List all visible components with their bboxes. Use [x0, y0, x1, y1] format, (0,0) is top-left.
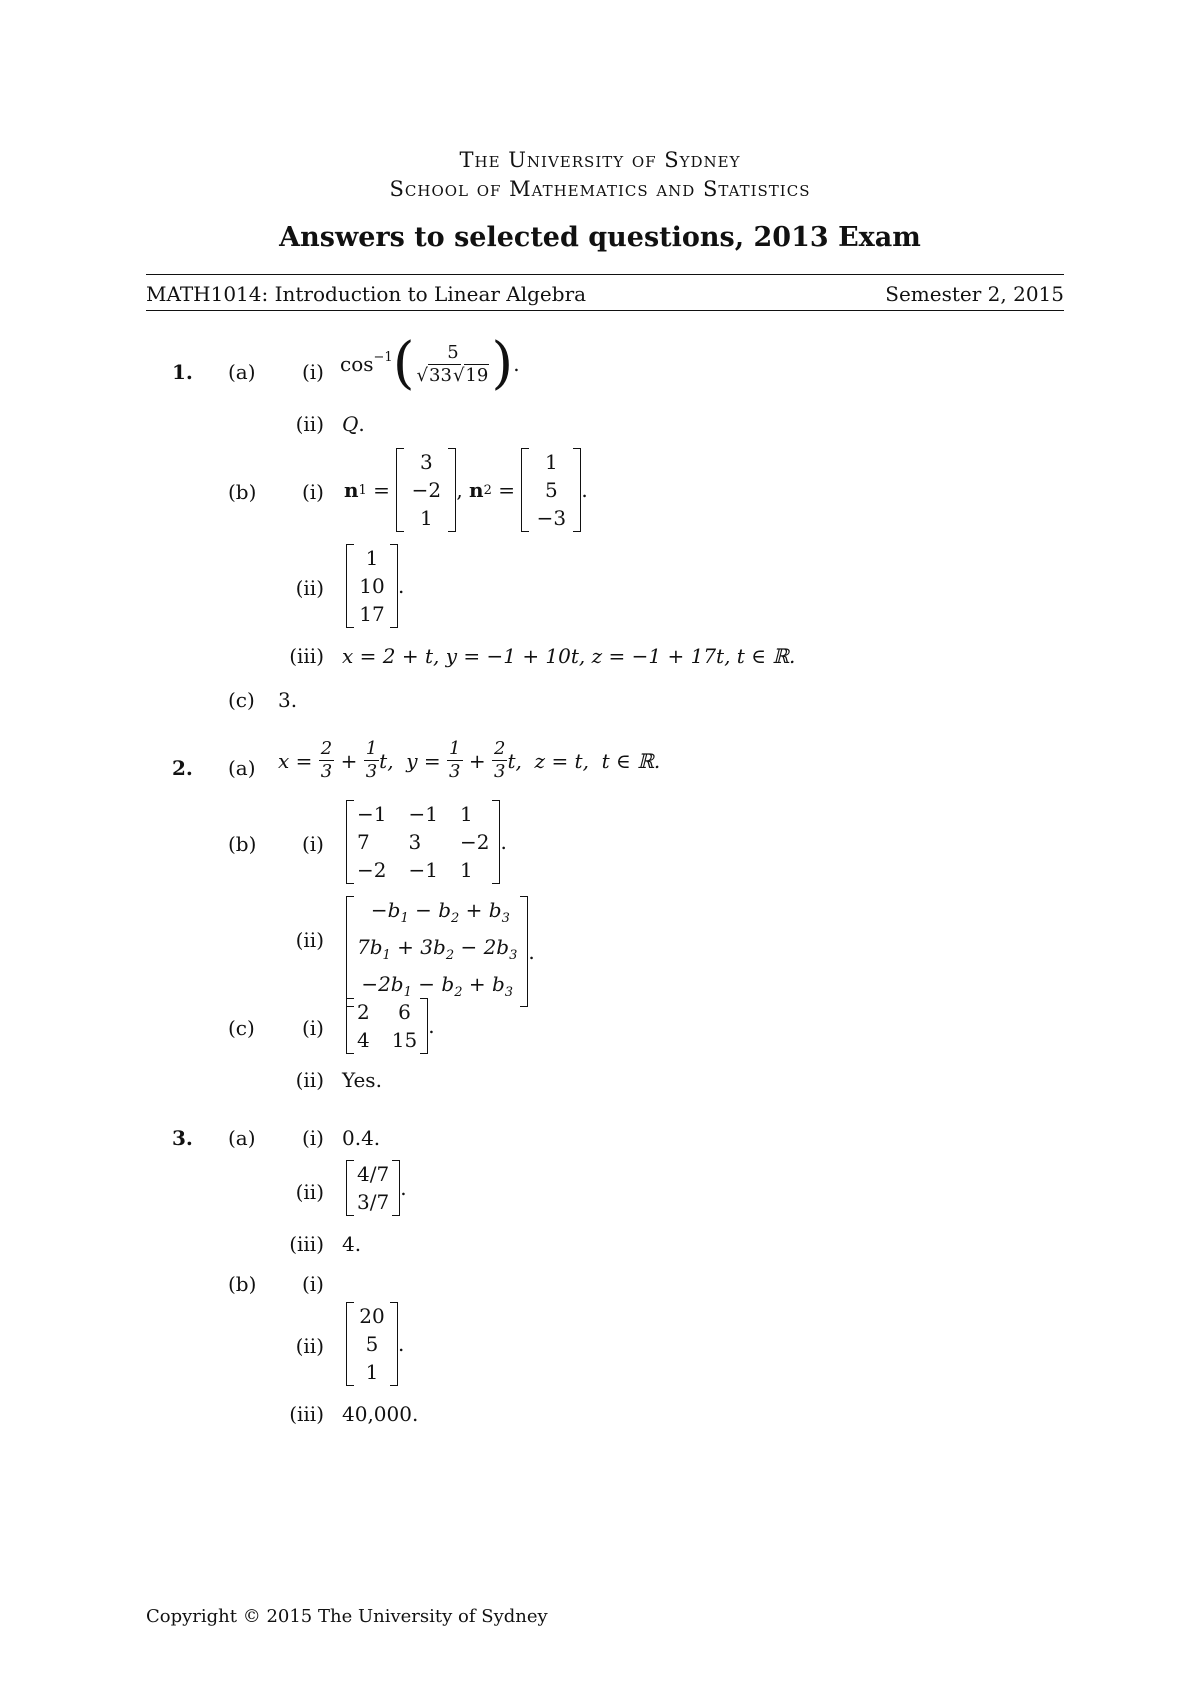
q3-b-iii-answer: 40,000.	[342, 1402, 419, 1426]
q3-b-ii-answer: 20 5 1 .	[346, 1302, 404, 1386]
vector-b-ii-q3: 20 5 1	[346, 1302, 398, 1386]
q2-b-i-label: (i)	[301, 832, 324, 856]
q1-b-i-label: (i)	[301, 480, 324, 504]
semester: Semester 2, 2015	[885, 282, 1064, 306]
q2-part-a: (a)	[228, 756, 256, 780]
cos-exp: −1	[373, 349, 393, 365]
q1-a-ii-answer: Q.	[342, 412, 365, 436]
bottom-rule	[146, 310, 1064, 311]
q3-part-a: (a)	[228, 1126, 256, 1150]
q2-part-b: (b)	[228, 832, 257, 856]
q3-a-iii-label: (iii)	[289, 1232, 324, 1256]
left-paren: (	[392, 331, 415, 396]
numerator: 5	[447, 341, 459, 363]
q2-part-c: (c)	[228, 1016, 255, 1040]
q3-b-iii-label: (iii)	[289, 1402, 324, 1426]
university-name: The University of Sydney	[459, 148, 741, 172]
matrix-b-i: −1 −1 1 7 3 −2 −2 −1 1	[346, 800, 500, 884]
q1-a-i-label: (i)	[301, 360, 324, 384]
q2-b-i-answer: −1 −1 1 7 3 −2 −2 −1 1 .	[346, 800, 507, 884]
q2-a-answer: x = $\frac{2}{3}$ + $\frac{1}{3}$ t, y = $\frac{1}{3}$ + $\frac{2}{3}$ t, z = t, t ∈ ℝ.	[278, 738, 661, 782]
q3-a-iii-answer: 4.	[342, 1232, 362, 1256]
q2-b-ii-answer: $-b_1 - b_2 + b_3$ $7b_1 + 3b_2 - 2b_3$ $-2b_1 - b_2 + b_3$ .	[346, 896, 535, 1007]
vector-b-ii: 1 10 17	[346, 544, 398, 628]
copyright-footer: Copyright © 2015 The University of Sydney	[146, 1606, 548, 1627]
q2-c-i-label: (i)	[301, 1016, 324, 1040]
q1-b-ii-answer: 1 10 17 .	[346, 544, 404, 628]
q2-c-ii-answer: Yes.	[342, 1068, 382, 1092]
matrix-c-i: 2 6 4 15	[346, 998, 428, 1054]
q3-a-i-answer: 0.4.	[342, 1126, 381, 1150]
q1-part-a: (a)	[228, 360, 256, 384]
school-name: School of Mathematics and Statistics	[389, 177, 811, 201]
q2-c-ii-label: (ii)	[295, 1068, 324, 1092]
q3-a-ii-label: (ii)	[295, 1180, 324, 1204]
page-title: Answers to selected questions, 2013 Exam	[279, 222, 921, 253]
vector-n1: 3 −2 1	[396, 448, 456, 532]
vector-n2: 1 5 −3	[521, 448, 581, 532]
right-paren: )	[491, 331, 514, 396]
vector-a-ii: 4/7 3/7	[346, 1160, 400, 1216]
q1-b-iii-label: (iii)	[289, 644, 324, 668]
q3-a-ii-answer: 4/7 3/7 .	[346, 1160, 407, 1216]
q2-b-ii-label: (ii)	[295, 928, 324, 952]
q3-a-i-label: (i)	[301, 1126, 324, 1150]
q3-number: 3.	[172, 1126, 193, 1150]
q1-b-ii-label: (ii)	[295, 576, 324, 600]
q1-b-iii-answer: x = 2 + t, y = −1 + 10t, z = −1 + 17t, t ∈ ℝ.	[342, 644, 796, 668]
q1-part-b: (b)	[228, 480, 257, 504]
q3-part-b: (b)	[228, 1272, 257, 1296]
fraction	[415, 342, 492, 387]
q2-number: 2.	[172, 756, 193, 780]
course-name: MATH1014: Introduction to Linear Algebra	[146, 282, 587, 306]
q1-a-i-answer: cos $^{-1}$ ( $\frac{5}{√33√19}$ ) .	[340, 331, 520, 396]
q1-a-ii-label: (ii)	[295, 412, 324, 436]
q1-c-answer: 3.	[278, 688, 298, 712]
vector-b-ii-expr: $-b_1 - b_2 + b_3$ $7b_1 + 3b_2 - 2b_3$ $-2b_1 - b_2 + b_3$	[346, 896, 528, 1007]
q3-b-ii-label: (ii)	[295, 1334, 324, 1358]
q1-number: 1.	[172, 360, 193, 384]
denominator: √33√19	[416, 364, 489, 386]
q1-part-c: (c)	[228, 688, 255, 712]
cos-fn: cos	[340, 352, 374, 376]
top-rule	[146, 274, 1064, 275]
q3-b-i-label: (i)	[301, 1272, 324, 1296]
q1-b-i-answer: n 1 = 3 −2 1 , n 2 = 1 5 −3 .	[344, 450, 588, 530]
q2-c-i-answer: 2 6 4 15 .	[346, 998, 435, 1054]
